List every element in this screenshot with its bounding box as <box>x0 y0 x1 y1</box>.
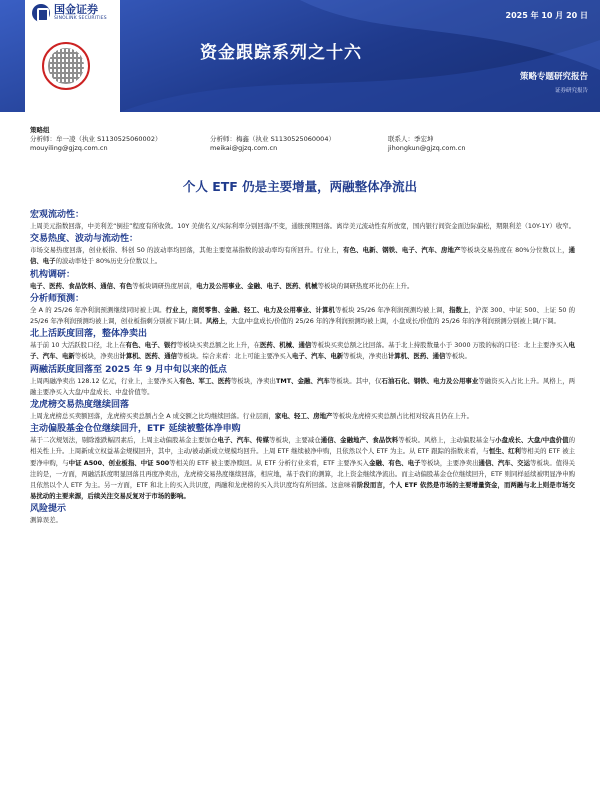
report-type: 策略专题研究报告 <box>519 72 588 82</box>
section-paragraph: 市场交易热度回落，创业板指、科创 50 的波动率均回落，其他主要宽基指数的波动率均有所回升。行业上，有色、电新、钢铁、电子、汽车、房地产等板块交易热度在 80%分位数以上，通信、电子的波动率处于 80%历史分位数以上。 <box>30 246 576 266</box>
section-heading: 风险提示 <box>30 504 67 515</box>
logo-text-cn: 国金证券 <box>54 3 98 16</box>
section-heading: 机构调研： <box>30 269 76 280</box>
section-paragraph: 电子、医药、食品饮料、通信、有色等板块调研热度居前，电力及公用事业、金融、电子、医药、机械等板块的调研热度环比仍在上升。 <box>30 281 414 290</box>
analyst-1-name: 分析师：牟一凌（执业 S1130525060002） <box>30 135 162 143</box>
logo-text-en: SINOLINK SECURITIES <box>54 16 107 21</box>
section-paragraph: 上周两融净卖出 128.12 亿元，行业上，主要净买入有色、军工、医药等板块，净卖出TMT、金融、汽车等板块。其中，仅石油石化、钢铁、电力及公用事业等融资买入占比上升。风格上，两融主要净买入大盘/中盘成长、中盘价值等。 <box>30 376 576 396</box>
analyst-emails-row <box>30 144 575 153</box>
series-title: 资金跟踪系列之十六 <box>200 43 362 63</box>
report-subtype: 证券研究报告 <box>554 88 588 94</box>
section-heading: 宏观流动性： <box>30 210 85 220</box>
contact-email[interactable]: jihongkun@gjzq.com.cn <box>388 144 466 152</box>
section-heading: 两融活跃度回落至 2025 年 9 月中旬以来的低点 <box>30 364 227 375</box>
report-banner <box>0 0 600 112</box>
qr-code-icon <box>42 42 90 90</box>
section-heading: 龙虎榜交易热度继续回落 <box>30 400 130 411</box>
section-paragraph: 上周美元指数回落，中美利差“倒挂”程度有所收敛。10Y 美债名义/实际利率分别回落/不变，通胀预期回落。离岸美元流动性有所放宽，国内银行间资金面边际偏松，期限利差（10Y-1Y）收窄。 <box>30 222 576 230</box>
contact-name: 联系人：季宏坤 <box>388 135 434 143</box>
section-paragraph: 全 A 的 25/26 年净利润预测继续同时被上调。行业上，商贸零售、金融、轻工、电力及公用事业、计算机等板块 25/26 年净利润预测均被上调，指数上，沪深 300、中证 500、上证 50 的 25/26 年净利润预测均被上调，创业板指剩分别被下调/上调。风格上，大盘/中盘成长/价值的 25/26 年的净利润预测均被上调，小盘成长/价值的 25/26 年的净利润预测分别被上调/下调。 <box>30 305 576 326</box>
analyst-group: 策略组 <box>30 126 50 134</box>
section-heading: 主动偏股基金仓位继续回升，ETF 延续被整体净申购 <box>30 424 241 435</box>
analyst-block <box>30 126 575 153</box>
section-paragraph: 基于前 10 大活跃股口径，北上在有色、电子、银行等板块买卖总额之比上升，在医药、机械、通信等板块买卖总额之比回落。基于北上持股数量小于 3000 万股的标的口径：北上主要净买入电子、汽车、电新等板块，净卖出计算机、医药、通信等板块。综合来看：北上可能主要净买入电子、汽车、电新等板块，净卖出计算机、医药、通信等板块。 <box>30 341 576 361</box>
analyst-2-email[interactable]: meikai@gjzq.com.cn <box>210 144 278 152</box>
report-main-title: 个人 ETF 仍是主要增量，两融整体净流出 <box>182 179 418 194</box>
analyst-2-name: 分析师：梅鑫（执业 S1130525060004） <box>210 135 335 143</box>
section-heading: 北上活跃度回落，整体净卖出 <box>30 329 148 340</box>
analyst-1-email[interactable]: mouyiling@gjzq.com.cn <box>30 144 108 152</box>
logo-icon <box>32 4 50 22</box>
section-heading: 交易热度、波动与流动性： <box>30 234 139 245</box>
analyst-names-row <box>30 135 575 144</box>
section-paragraph: 测算误差。 <box>30 516 62 525</box>
report-body <box>30 208 575 527</box>
section-heading: 分析师预测： <box>30 293 85 304</box>
company-logo <box>32 4 107 22</box>
section-paragraph: 基于二次规划法，剔除涨跌幅因素后，上周主动偏股基金主要加仓电子、汽车、传媒等板块，主要减仓通信、金融地产、食品饮料等板块。风格上，主动偏股基金与小盘成长、大盘/中盘价值的相关性上升。上周新成立权益基金规模回升，其中，主动/被动新成立规模均回升。上周 ETF 继续被净申购，且依然以个人 ETF 为主。从 ETF 跟踪的指数来看，与恒生、红利等相关的 ETF 被主要净申购，与中证 A500、创业板指、中证 500等相关的 ETF 被主要净赎回。从 ETF 分析行业来看，ETF 主要净买入金融、有色、电子等板块，主要净卖出通信、汽车、交运等板块。值得关注的是，一方面，两融活跃度明显回落且再度净卖出，龙虎榜交易热度继续回落，相应地，基于我们的测算，北上资金继续净流出。而主动偏股基金仓位继续回升，ETF 则同样延续被明显净申购且依然以个人 ETF 为主。另一方面，ETF 和北上的买入共识度，两融和龙虎榜的买入共识度均有所回落。这意味着阶段而言，个人 ETF 依然是市场的主要增量资金，而两融与北上则是市场交易扰动的主要来源，后续关注交易反复对于市场的影响。 <box>30 436 576 501</box>
report-date: 2025 年 10 月 20 日 <box>505 11 588 20</box>
section-paragraph: 上周龙虎榜总买卖额回落，龙虎榜买卖总额占全 A 成交额之比均继续回落。行业层面，家电、轻工、房地产等板块龙虎榜买卖总额占比相对较高且仍在上升。 <box>30 412 473 421</box>
